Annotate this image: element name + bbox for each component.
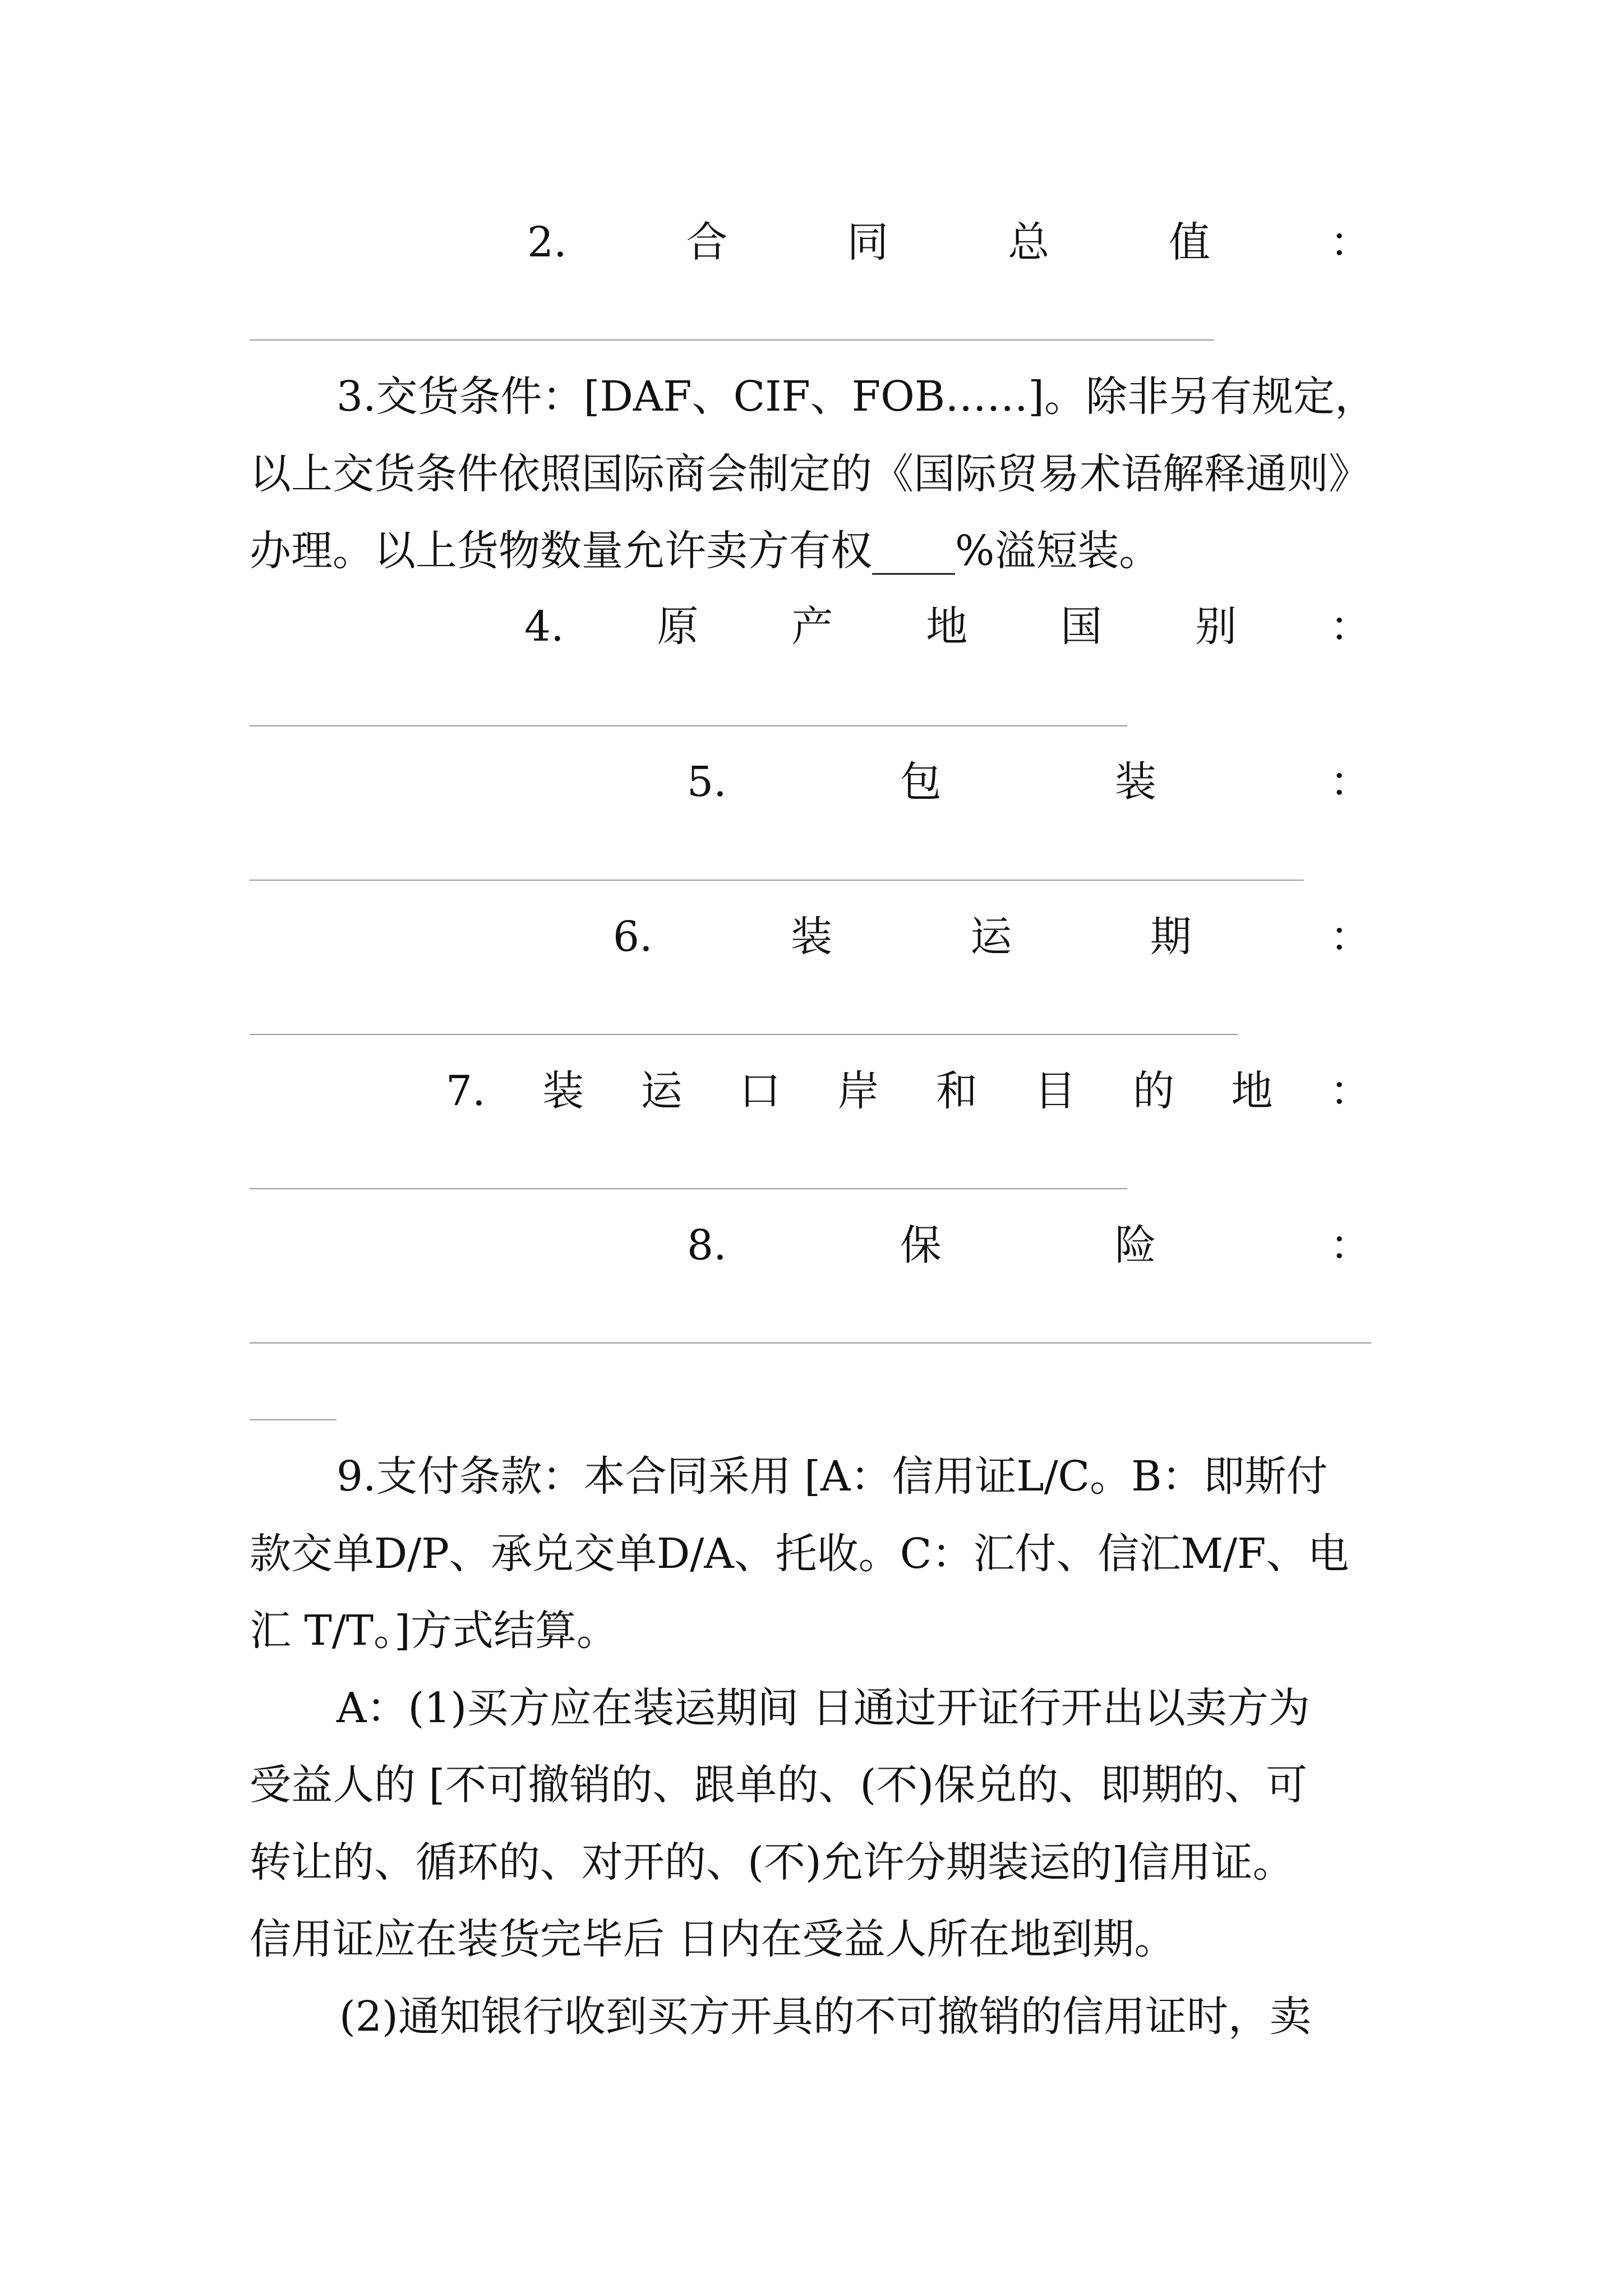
colon: ： (1329, 1221, 1371, 1269)
fill-in-line (250, 1034, 1238, 1035)
item-2-heading: 2. 合 同 总 值 ： (527, 218, 1371, 266)
clause-a-line-1: A：(1)买方应在装运期间 日通过开证行开出以卖方为 (336, 1684, 1310, 1732)
item-number: 7. (446, 1067, 486, 1115)
item-4-heading: 4. 原 产 地 国 别 ： (524, 602, 1371, 651)
fill-in-line (250, 725, 1127, 726)
fill-in-line-continued (250, 1419, 336, 1420)
item-number: 8. (687, 1221, 727, 1269)
item-3-line-2: 以上交货条件依照国际商会制定的《国际贸易术语解释通则》 (250, 450, 1370, 498)
item-7-heading: 7. 装 运 口 岸 和 目 的 地 ： (446, 1067, 1371, 1115)
clause-a-line-2: 受益人的 [不可撤销的、跟单的、(不)保兑的、即期的、可 (250, 1761, 1308, 1809)
item-3-line-3: 办理。以上货物数量允许卖方有权____%溢短装。 (250, 527, 1161, 575)
colon: ： (1329, 602, 1371, 651)
colon: ： (1329, 218, 1371, 266)
colon: ： (1329, 1067, 1371, 1115)
fill-in-line (250, 1188, 1127, 1189)
item-3-line-1: 3.交货条件：[DAF、CIF、FOB……]。除非另有规定， (336, 372, 1377, 421)
item-8-heading: 8. 保 险 ： (687, 1221, 1371, 1269)
item-9-line-2: 款交单D/P、承兑交单D/A、托收。C：汇付、信汇M/F、电 (250, 1530, 1349, 1578)
clause-a2-line-1: (2)通知银行收到买方开具的不可撤销的信用证时，卖 (339, 1993, 1311, 2041)
clause-a-line-4: 信用证应在装货完毕后 日内在受益人所在地到期。 (250, 1915, 1176, 1963)
item-number: 2. (527, 218, 567, 266)
colon: ： (1329, 913, 1371, 961)
fill-in-line (250, 880, 1304, 881)
item-9-line-1: 9.支付条款：本合同采用 [A：信用证L/C。B：即斯付 (336, 1452, 1328, 1501)
clause-a-line-3: 转让的、循环的、对开的、(不)允许分期装运的]信用证。 (250, 1838, 1294, 1887)
item-number: 5. (687, 758, 727, 806)
item-6-heading: 6. 装 运 期 ： (613, 913, 1371, 961)
item-9-line-3: 汇 T/T。]方式结算。 (250, 1607, 619, 1655)
colon: ： (1329, 758, 1371, 806)
item-5-heading: 5. 包 装 ： (687, 758, 1371, 806)
item-number: 6. (613, 913, 653, 961)
fill-in-line (250, 339, 1214, 341)
item-number: 4. (524, 602, 564, 651)
fill-in-line (250, 1342, 1371, 1343)
